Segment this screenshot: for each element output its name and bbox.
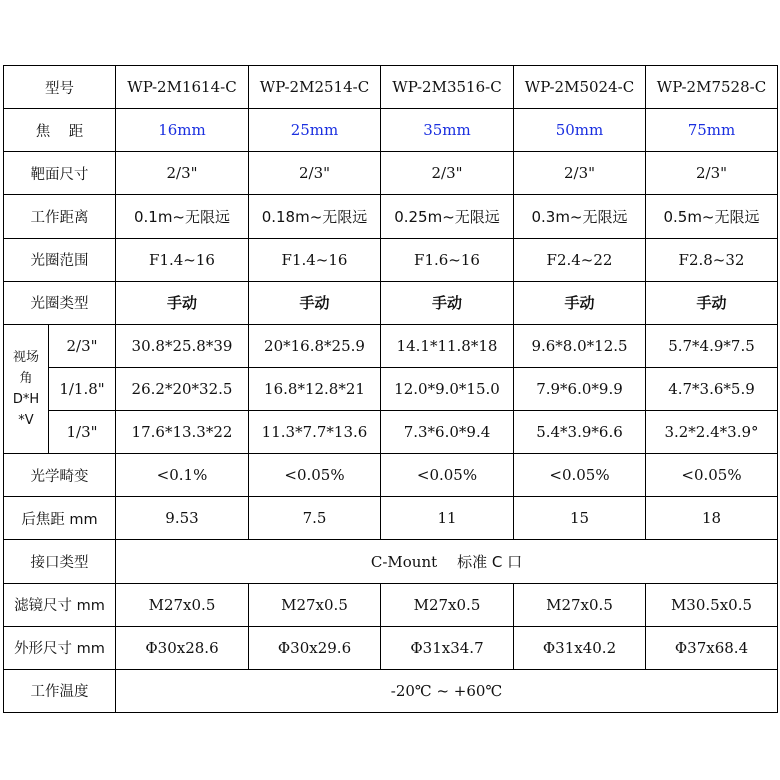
distortion-label: 光学畸变 [4,454,116,497]
working-distance-label: 工作距离 [4,195,116,238]
temperature-row [4,669,778,712]
fov-cell: 14.1*11.8*18 [381,324,514,367]
back-focal-label: 后焦距 mm [4,497,116,540]
focal-label: 焦 距 [4,109,116,152]
filter-size-cell: M30.5x0.5 [646,583,778,626]
aperture-type-cell: 手动 [514,281,646,324]
working-distance-cell: 0.18m~无限远 [249,195,381,238]
working-distance-cell: 0.3m~无限远 [514,195,646,238]
back-focal-cell: 15 [514,497,646,540]
back-focal-row [4,497,778,540]
fov-row [4,367,778,410]
mount-value-a: C-Mount [370,552,438,571]
aperture-range-label: 光圈范围 [4,238,116,281]
fov-sensor-cell: 2/3" [49,324,116,367]
fov-cell: 30.8*25.8*39 [116,324,249,367]
aperture-type-row [4,281,778,324]
lens-spec-table [3,65,778,713]
temperature-value: -20℃ ~ +60℃ [116,669,778,712]
filter-size-row [4,583,778,626]
back-focal-cell: 11 [381,497,514,540]
target-size-label: 靶面尺寸 [4,152,116,195]
aperture-range-cell: F1.4~16 [249,238,381,281]
fov-cell: 17.6*13.3*22 [116,411,249,454]
dimensions-cell: Φ30x29.6 [249,626,381,669]
fov-cell: 12.0*9.0*15.0 [381,367,514,410]
back-focal-cell: 7.5 [249,497,381,540]
aperture-range-cell: F2.4~22 [514,238,646,281]
fov-cell: 4.7*3.6*5.9 [646,367,778,410]
fov-cell: 7.3*6.0*9.4 [381,411,514,454]
back-focal-cell: 9.53 [116,497,249,540]
model-row [4,66,778,109]
aperture-type-cell: 手动 [249,281,381,324]
fov-cell: 3.2*2.4*3.9° [646,411,778,454]
aperture-range-cell: F2.8~32 [646,238,778,281]
fov-cell: 20*16.8*25.9 [249,324,381,367]
fov-sensor-cell: 1/1.8" [49,367,116,410]
distortion-cell: <0.05% [514,454,646,497]
aperture-type-cell: 手动 [646,281,778,324]
focal-cell: 50mm [514,109,646,152]
fov-cell: 7.9*6.0*9.9 [514,367,646,410]
dimensions-label: 外形尺寸 mm [4,626,116,669]
working-distance-cell: 0.1m~无限远 [116,195,249,238]
working-distance-cell: 0.5m~无限远 [646,195,778,238]
distortion-cell: <0.1% [116,454,249,497]
aperture-range-row [4,238,778,281]
fov-cell: 5.7*4.9*7.5 [646,324,778,367]
dimensions-cell: Φ30x28.6 [116,626,249,669]
target-size-cell: 2/3" [646,152,778,195]
temperature-label: 工作温度 [4,669,116,712]
fov-sensor-cell: 1/3" [49,411,116,454]
back-focal-cell: 18 [646,497,778,540]
mount-label: 接口类型 [4,540,116,583]
aperture-range-cell: F1.4~16 [116,238,249,281]
fov-cell: 11.3*7.7*13.6 [249,411,381,454]
filter-size-cell: M27x0.5 [116,583,249,626]
focal-row [4,109,778,152]
fov-row [4,411,778,454]
fov-cell: 9.6*8.0*12.5 [514,324,646,367]
filter-size-cell: M27x0.5 [381,583,514,626]
fov-cell: 5.4*3.9*6.6 [514,411,646,454]
fov-cell: 16.8*12.8*21 [249,367,381,410]
target-size-cell: 2/3" [249,152,381,195]
dimensions-cell: Φ31x40.2 [514,626,646,669]
target-size-cell: 2/3" [381,152,514,195]
focal-cell: 25mm [249,109,381,152]
filter-size-label: 滤镜尺寸 mm [4,583,116,626]
filter-size-cell: M27x0.5 [514,583,646,626]
model-cell: WP-2M2514-C [249,66,381,109]
model-cell: WP-2M1614-C [116,66,249,109]
fov-label-line: *V [18,412,34,428]
aperture-type-label: 光圈类型 [4,281,116,324]
distortion-cell: <0.05% [381,454,514,497]
dimensions-cell: Φ31x34.7 [381,626,514,669]
distortion-cell: <0.05% [646,454,778,497]
filter-size-cell: M27x0.5 [249,583,381,626]
target-size-cell: 2/3" [514,152,646,195]
mount-row [4,540,778,583]
fov-label [4,324,49,453]
fov-label-line: 视场 [12,349,39,365]
distortion-cell: <0.05% [249,454,381,497]
mount-value [116,540,778,583]
fov-label-line: D*H [12,391,40,407]
aperture-type-cell: 手动 [381,281,514,324]
target-size-row [4,152,778,195]
distortion-row [4,454,778,497]
model-cell: WP-2M3516-C [381,66,514,109]
dimensions-cell: Φ37x68.4 [646,626,778,669]
fov-cell: 26.2*20*32.5 [116,367,249,410]
working-distance-row [4,195,778,238]
aperture-range-cell: F1.6~16 [381,238,514,281]
aperture-type-cell: 手动 [116,281,249,324]
fov-label-line: 角 [19,370,33,386]
mount-value-b: 标准 C 口 [457,552,523,571]
focal-cell: 16mm [116,109,249,152]
model-label: 型号 [4,66,116,109]
fov-row [4,324,778,367]
dimensions-row [4,626,778,669]
model-cell: WP-2M5024-C [514,66,646,109]
focal-cell: 35mm [381,109,514,152]
model-cell: WP-2M7528-C [646,66,778,109]
target-size-cell: 2/3" [116,152,249,195]
working-distance-cell: 0.25m~无限远 [381,195,514,238]
focal-cell: 75mm [646,109,778,152]
